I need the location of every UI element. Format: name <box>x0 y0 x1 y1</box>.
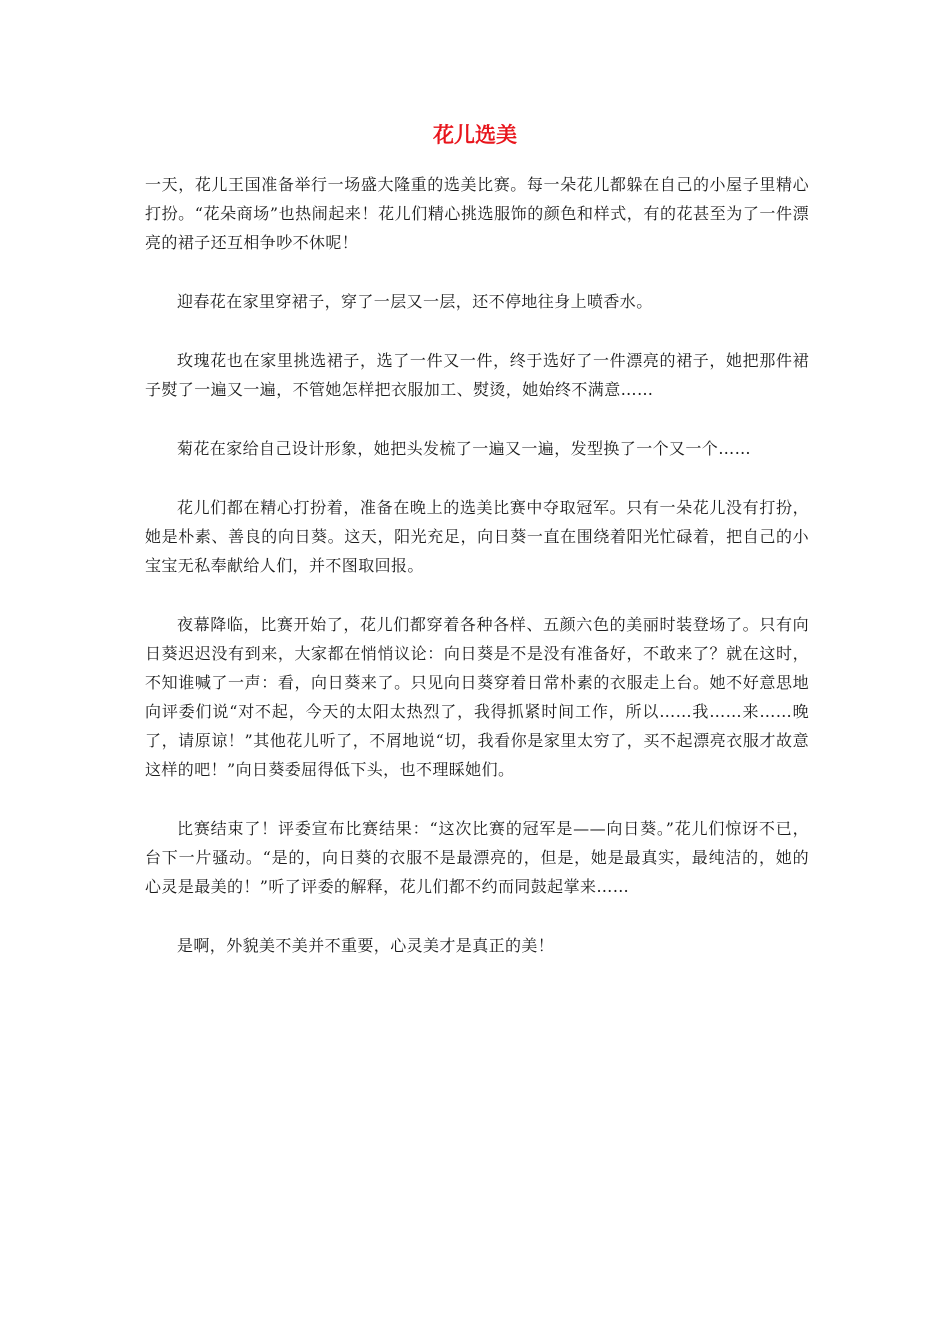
paragraph-5: 花儿们都在精心打扮着，准备在晚上的选美比赛中夺取冠军。只有一朵花儿没有打扮，她是朴素、善良的向日葵。这天，阳光充足，向日葵一直在围绕着阳光忙碌着，把自己的小宝宝无私奉献给人们，并不图取回报。 <box>145 498 809 575</box>
document-title: 花儿选美 <box>433 123 517 147</box>
paragraph-8: 是啊，外貌美不美并不重要，心灵美才是真正的美！ <box>177 936 555 955</box>
paragraph-2: 迎春花在家里穿裙子，穿了一层又一层，还不停地往身上喷香水。 <box>177 292 653 311</box>
paragraph-6: 夜幕降临，比赛开始了，花儿们都穿着各种各样、五颜六色的美丽时装登场了。只有向日葵迟迟没有到来，大家都在悄悄议论：向日葵是不是没有准备好，不敢来了？就在这时，不知谁喊了一声：看，向日葵来了。只见向日葵穿着日常朴素的衣服走上台。她不好意思地向评委们说“对不起，今天的太阳太热烈了，我得抓紧时间工作，所以……我……来……晚了，请原谅！”其他花儿听了，不屑地说“切，我看你是家里太穷了，买不起漂亮衣服才故意这样的吧！”向日葵委屈得低下头，也不理睬她们。 <box>145 615 809 779</box>
document-body <box>145 170 809 960</box>
paragraph-7: 比赛结束了！评委宣布比赛结果：“这次比赛的冠军是——向日葵。”花儿们惊讶不已，台下一片骚动。“是的，向日葵的衣服不是最漂亮的，但是，她是最真实，最纯洁的，她的心灵是最美的！”听了评委的解释，花儿们都不约而同鼓起掌来…… <box>145 819 809 896</box>
paragraph-4: 菊花在家给自己设计形象，她把头发梳了一遍又一遍，发型换了一个又一个…… <box>177 439 752 458</box>
paragraph-1: 一天，花儿王国准备举行一场盛大隆重的选美比赛。每一朵花儿都躲在自己的小屋子里精心打扮。“花朵商场”也热闹起来！花儿们精心挑选服饰的颜色和样式，有的花甚至为了一件漂亮的裙子还互相争吵不休呢！ <box>145 175 809 252</box>
paragraph-3: 玫瑰花也在家里挑选裙子，选了一件又一件，终于选好了一件漂亮的裙子，她把那件裙子熨了一遍又一遍，不管她怎样把衣服加工、熨烫，她始终不满意…… <box>145 351 809 399</box>
